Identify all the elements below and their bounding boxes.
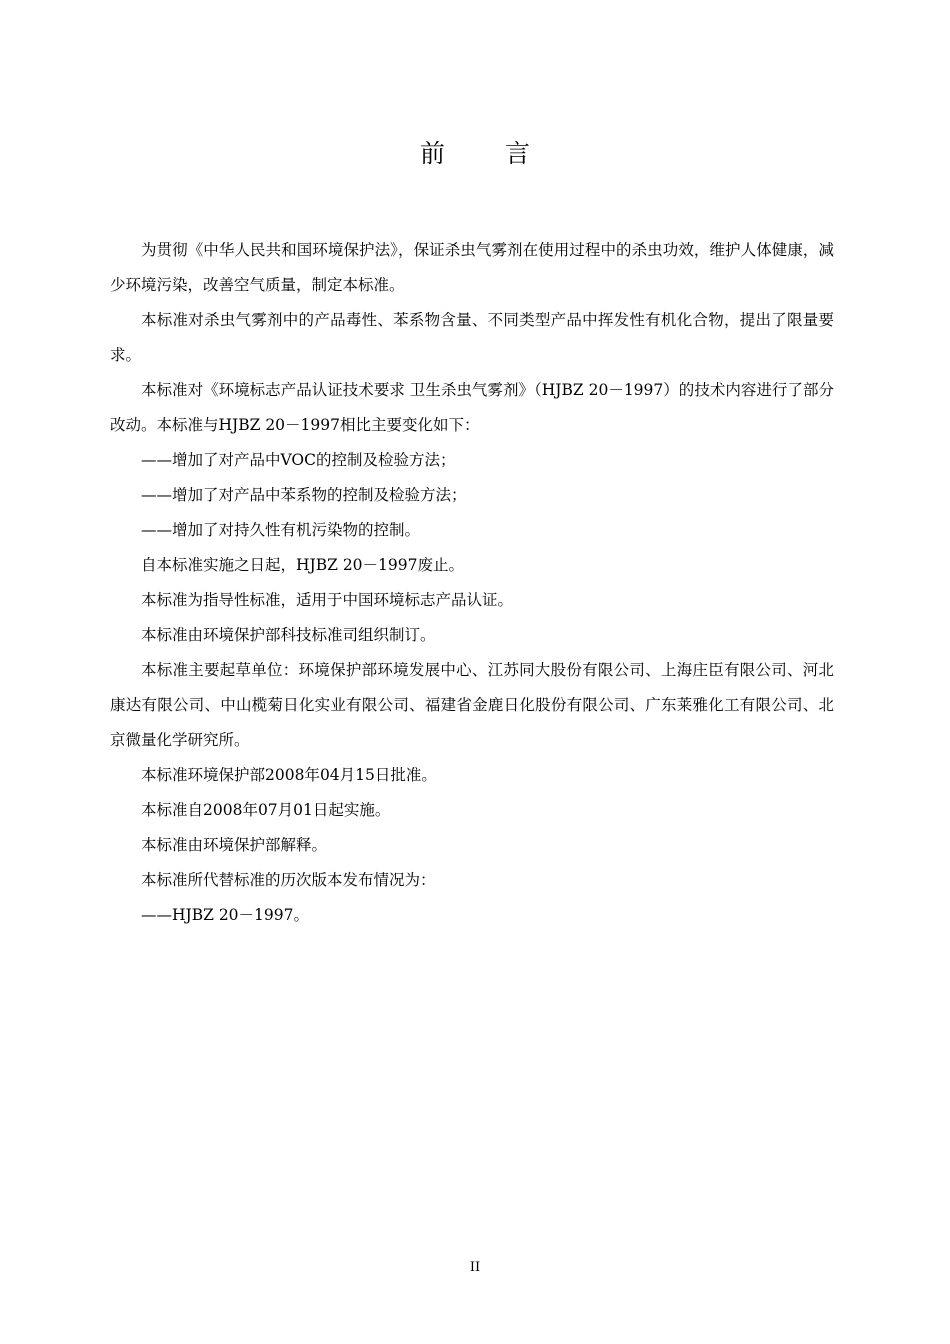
paragraph-drafters: 本标准主要起草单位：环境保护部环境发展中心、江苏同大股份有限公司、上海庄臣有限公司、河北康达有限公司、中山榄菊日化实业有限公司、福建省金鹿日化股份有限公司、广东莱雅化工有限公司、北京微量化学研究所。 bbox=[110, 661, 834, 749]
paragraph-interpretation: 本标准由环境保护部解释。 bbox=[141, 836, 328, 854]
paragraph-purpose: 为贯彻《中华人民共和国环境保护法》，保证杀虫气雾剂在使用过程中的杀虫功效，维护人体健康，减少环境污染，改善空气质量，制定本标准。 bbox=[110, 241, 834, 294]
paragraph-abolish: 自本标准实施之日起，HJBZ 20－1997废止。 bbox=[141, 556, 464, 574]
paragraph-scope: 本标准对杀虫气雾剂中的产品毒性、苯系物含量、不同类型产品中挥发性有机化合物，提出了限量要求。 bbox=[110, 311, 834, 364]
change-item-pops: ——增加了对持久性有机污染物的控制。 bbox=[141, 521, 421, 539]
history-item: ——HJBZ 20－1997。 bbox=[141, 906, 309, 924]
paragraph-approval: 本标准环境保护部2008年04月15日批准。 bbox=[141, 766, 437, 784]
change-item-voc: ——增加了对产品中VOC的控制及检验方法； bbox=[141, 451, 456, 469]
page-title: 前 言 bbox=[420, 139, 556, 168]
foreword-body bbox=[110, 233, 834, 933]
paragraph-organizer: 本标准由环境保护部科技标准司组织制订。 bbox=[141, 626, 436, 644]
paragraph-effective: 本标准自2008年07月01日起实施。 bbox=[141, 801, 391, 819]
change-item-benzene: ——增加了对产品中苯系物的控制及检验方法； bbox=[141, 486, 467, 504]
paragraph-revision: 本标准对《环境标志产品认证技术要求 卫生杀虫气雾剂》（HJBZ 20－1997）的技术内容进行了部分改动。本标准与HJBZ 20－1997相比主要变化如下： bbox=[110, 381, 834, 434]
page-number: II bbox=[469, 1260, 481, 1275]
paragraph-guidance: 本标准为指导性标准，适用于中国环境标志产品认证。 bbox=[141, 591, 514, 609]
paragraph-history: 本标准所代替标准的历次版本发布情况为： bbox=[141, 871, 436, 889]
